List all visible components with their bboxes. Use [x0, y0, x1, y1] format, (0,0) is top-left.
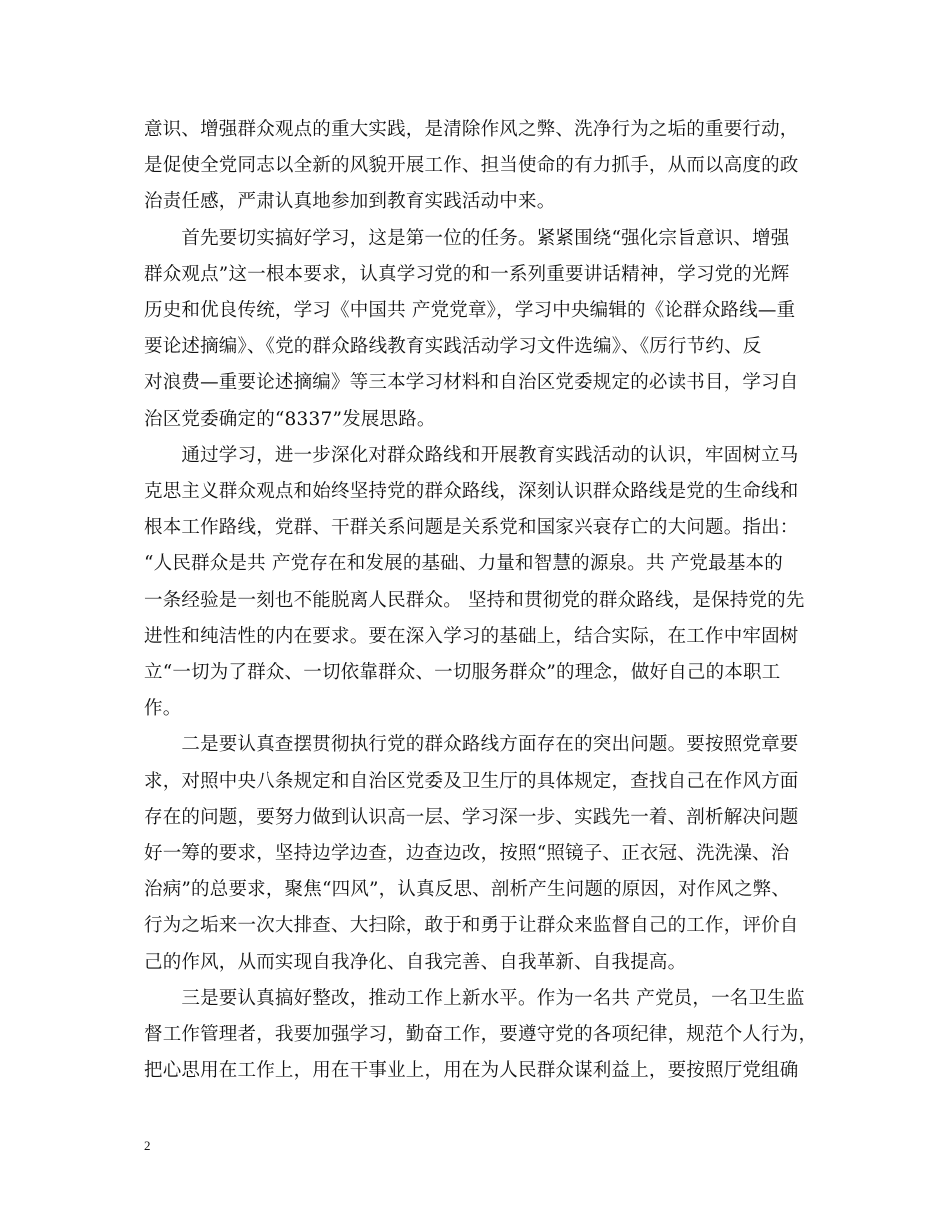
text-line: 克思主义群众观点和始终坚持党的群众路线，深刻认识群众路线是党的生命线和	[144, 481, 799, 502]
text-line: 三是要认真搞好整改，推动工作上新水平。作为一名共 产党员，一名卫生监	[144, 988, 805, 1009]
text-line: 对浪费—重要论述摘编》等三本学习材料和自治区党委规定的必读书目，学习自	[144, 372, 799, 393]
text-line: 行为之垢来一次大排查、大扫除，敢于和勇于让群众来监督自己的工作，评价自	[144, 915, 799, 936]
text-line: 把心思用在工作上，用在干事业上，用在为人民群众谋利益上，要按照厅党组确	[144, 1060, 799, 1081]
text-line: “人民群众是共 产党存在和发展的基础、力量和智慧的源泉。共 产党最基本的	[144, 553, 783, 574]
text-line: 历史和优良传统，学习《中国共 产党党章》，学习中央编辑的《论群众路线—重	[144, 300, 796, 321]
text-line: 治病”的总要求，聚焦“四风”，认真反思、剖析产生问题的原因，对作风之弊、	[144, 879, 791, 900]
text-line: 根本工作路线，党群、干群关系问题是关系党和国家兴衰存亡的大问题。指出：	[144, 517, 799, 538]
text-line: 一条经验是一刻也不能脱离人民群众。 坚持和贯彻党的群众路线，是保持党的先	[144, 590, 805, 611]
text-line: 进性和纯洁性的内在要求。要在深入学习的基础上，结合实际，在工作中牢固树	[144, 626, 799, 647]
text-line: 是促使全党同志以全新的风貌开展工作、担当使命的有力抓手，从而以高度的政	[144, 155, 799, 176]
text-line: 首先要切实搞好学习，这是第一位的任务。紧紧围绕“强化宗旨意识、增强	[144, 228, 790, 249]
text-line: 己的作风，从而实现自我净化、自我完善、自我革新、自我提高。	[144, 952, 687, 973]
text-line: 治区党委确定的“8337”发展思路。	[144, 409, 436, 430]
text-line: 好一筹的要求，坚持边学边查，边查边改，按照“照镜子、正衣冠、洗洗澡、治	[144, 843, 790, 864]
text-line: 二是要认真查摆贯彻执行党的群众路线方面存在的突出问题。要按照党章要	[144, 734, 799, 755]
text-line: 群众观点”这一根本要求，认真学习党的和一系列重要讲话精神，学习党的光辉	[144, 264, 790, 285]
text-line: 治责任感，严肃认真地参加到教育实践活动中来。	[144, 191, 556, 212]
text-line: 作。	[144, 698, 182, 719]
text-line: 要论述摘编》、《党的群众路线教育实践活动学习文件选编》、《厉行节约、反	[144, 336, 762, 357]
text-line: 立“一切为了群众、一切依靠群众、一切服务群众”的理念，做好自己的本职工	[144, 662, 781, 683]
text-line: 通过学习，进一步深化对群众路线和开展教育实践活动的认识，牢固树立马	[144, 445, 799, 466]
page-number: 2	[144, 1138, 151, 1153]
text-line: 督工作管理者，我要加强学习，勤奋工作，要遵守党的各项纪律，规范个人行为，	[144, 1024, 818, 1045]
text-line: 存在的问题，要努力做到认识高一层、学习深一步、实践先一着、剖析解决问题	[144, 807, 799, 828]
text-line: 意识、增强群众观点的重大实践，是清除作风之弊、洗净行为之垢的重要行动，	[144, 119, 799, 140]
text-line: 求，对照中央八条规定和自治区党委及卫生厅的具体规定，查找自己在作风方面	[144, 771, 799, 792]
